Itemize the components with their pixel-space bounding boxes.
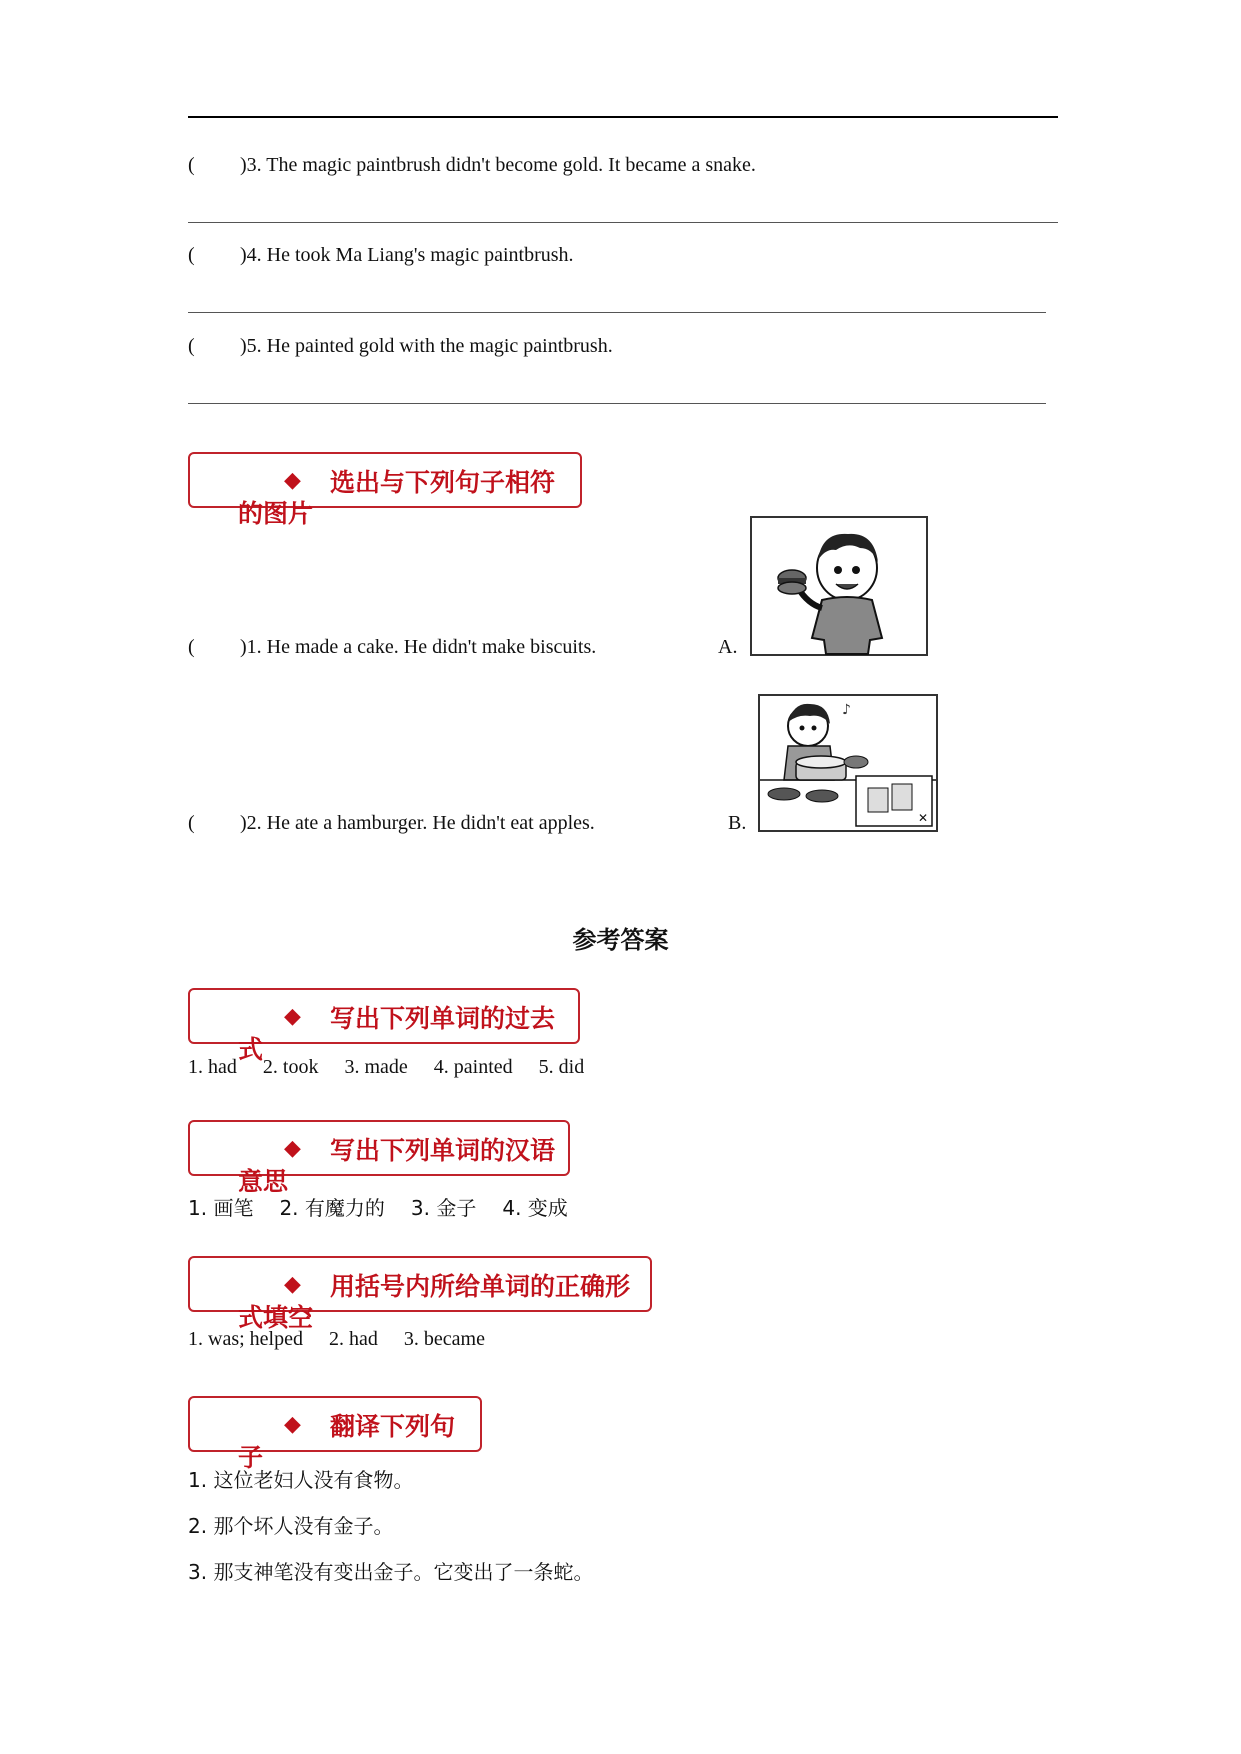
picture-boy-hamburger[interactable] — [750, 516, 928, 656]
answer-line-3[interactable] — [188, 222, 1058, 223]
section-header-fill-blank — [188, 1256, 652, 1332]
top-rule — [188, 116, 1058, 118]
answers-fill-blank: 1. was; helped 2. had 3. became — [188, 1328, 485, 1350]
section-title: 写出下列单词的汉语 — [330, 1136, 556, 1165]
question-5: ( )5. He painted gold with the magic paintbrush. — [188, 335, 613, 357]
boy-hamburger-illustration — [752, 518, 926, 654]
translation-answer-2: 2. 那个坏人没有金子。 — [188, 1514, 394, 1538]
translation-answer-1: 1. 这位老妇人没有食物。 — [188, 1468, 414, 1492]
section-title: 用括号内所给单词的正确形 — [330, 1272, 631, 1301]
section-title: 选出与下列句子相符 — [330, 468, 556, 497]
option-label-b: B. — [728, 812, 747, 834]
answer-line-4[interactable] — [188, 312, 1046, 313]
option-label-a: A. — [718, 636, 738, 658]
section-title-cont: 式 — [238, 1035, 264, 1064]
answers-heading: 参考答案 — [572, 926, 669, 954]
section-header-past-tense — [188, 988, 580, 1064]
section-title: 翻译下列句 — [330, 1412, 456, 1441]
diamond-icon: ◆ — [284, 468, 301, 493]
boy-cake-illustration — [760, 696, 936, 830]
section-title-cont: 意思 — [238, 1167, 289, 1196]
svg-text:♪: ♪ — [842, 702, 851, 718]
diamond-icon: ◆ — [284, 1136, 301, 1161]
section-header-translate — [188, 1396, 482, 1472]
diamond-icon: ◆ — [284, 1004, 301, 1029]
translation-answer-3: 3. 那支神笔没有变出金子。它变出了一条蛇。 — [188, 1560, 594, 1584]
question-3: ( )3. The magic paintbrush didn't become gold. It became a snake. — [188, 154, 756, 176]
picture-boy-cake[interactable] — [758, 694, 938, 832]
diamond-icon: ◆ — [284, 1272, 301, 1297]
question-4: ( )4. He took Ma Liang's magic paintbrush. — [188, 244, 574, 266]
section-title-cont: 式填空 — [238, 1303, 314, 1332]
answers-chinese-meaning: 1. 画笔 2. 有魔力的 3. 金子 4. 变成 — [188, 1196, 568, 1220]
svg-text:✕: ✕ — [918, 811, 929, 825]
answer-line-5[interactable] — [188, 403, 1046, 404]
section-title: 写出下列单词的过去 — [330, 1004, 556, 1033]
section-header-chinese-meaning — [188, 1120, 570, 1196]
answers-past-tense: 1. had 2. took 3. made 4. painted 5. did — [188, 1056, 585, 1078]
match-question-2: ( )2. He ate a hamburger. He didn't eat apples. — [188, 812, 595, 834]
match-question-1: ( )1. He made a cake. He didn't make biscuits. — [188, 636, 597, 658]
section-title-cont: 子 — [238, 1443, 264, 1472]
section-header-match — [188, 452, 582, 528]
section-title-cont: 的图片 — [238, 499, 314, 528]
diamond-icon: ◆ — [284, 1412, 301, 1437]
